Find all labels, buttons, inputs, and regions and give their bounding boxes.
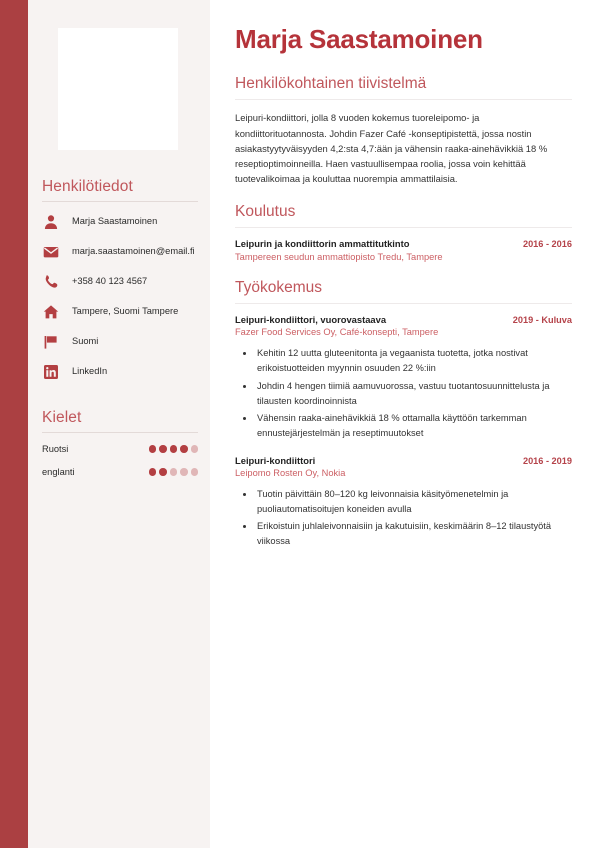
rating-dot — [170, 468, 178, 476]
personal-info-heading: Henkilötiedot — [42, 178, 133, 195]
rating-dot — [159, 445, 167, 453]
home-icon — [42, 303, 60, 321]
experience-entry-bullets — [235, 487, 572, 549]
contact-nationality-value: Suomi — [72, 336, 99, 347]
experience-entry-title: Leipuri-kondiittori, vuorovastaava — [235, 313, 387, 325]
summary-divider — [235, 99, 572, 100]
bullet-item: • Vähensin raaka-ainehävikkiä 18 % ottamalla käyttöön tarkemman ennustejärjestelmän ja reseptimuutokset — [255, 411, 572, 440]
summary-text: Leipuri-kondiittori, jolla 8 vuoden kokemus tuoreleipomo- ja kondiittorituotannosta. Johdin Fazer Café -konseptipistettä, jossa nostin asiakastyytyväisyyden 4,2:sta 4,7:ään ja vähensin raaka-ainehävikkiä 18 % reseptioptimoinneilla. Haen vastuullisempaa roolia, jossa voin kehittää tuotevalikoimaa ja kouluttaa nuorempia ammattilaisia. — [235, 112, 548, 185]
language-item — [42, 444, 198, 454]
contact-row-linkedin[interactable] — [42, 363, 198, 381]
experience-entry-header — [235, 455, 572, 466]
rating-dot — [180, 445, 188, 453]
experience-entry-title: Leipuri-kondiittori — [235, 454, 316, 466]
rating-dot — [159, 468, 167, 476]
languages-section — [38, 409, 198, 477]
experience-entry-employer: Leipomo Rosten Oy, Nokia — [235, 468, 346, 479]
experience-section — [235, 279, 572, 549]
education-heading: Koulutus — [235, 203, 296, 221]
bullet-item: • Erikoistuin juhlaleivonnaisiin ja kakutuisiin, keskimäärin 8–12 tilaustyötä viikossa — [255, 519, 572, 548]
contact-row-nationality — [42, 333, 198, 351]
phone-icon — [42, 273, 60, 291]
experience-entry — [235, 314, 572, 441]
page-title: Marja Saastamoinen — [235, 24, 483, 54]
linkedin-icon — [42, 363, 60, 381]
summary-heading: Henkilökohtainen tiivistelmä — [235, 75, 427, 93]
rating-dot — [170, 445, 178, 453]
personal-info-divider — [42, 201, 198, 202]
contact-email-value: marja.saastamoinen@email.fi — [72, 246, 195, 257]
education-divider — [235, 227, 572, 228]
personal-info-section — [38, 178, 198, 381]
left-accent-bar — [0, 0, 28, 848]
contact-row-email[interactable] — [42, 243, 198, 261]
education-entry-title: Leipurin ja kondiittorin ammattitutkinto — [235, 238, 410, 250]
education-section — [235, 203, 572, 262]
languages-divider — [42, 432, 198, 433]
person-icon — [42, 213, 60, 231]
language-item — [42, 467, 198, 477]
experience-divider — [235, 303, 572, 304]
flag-icon — [42, 333, 60, 351]
experience-entry-date: 2016 - 2019 — [522, 455, 572, 466]
bullet-item: • Tuotin päivittäin 80–120 kg leivonnaisia käsityömenetelmin ja puoliautomatisoitujen koneiden avulla — [255, 487, 572, 516]
experience-entry-header — [235, 314, 572, 325]
sidebar — [28, 0, 210, 848]
language-name: Ruotsi — [42, 444, 69, 454]
rating-dot — [149, 445, 157, 453]
summary-section — [235, 75, 572, 186]
contact-name-value: Marja Saastamoinen — [72, 216, 158, 227]
rating-dot — [180, 468, 188, 476]
rating-dot — [191, 445, 199, 453]
experience-entry-date: 2019 - Kuluva — [512, 314, 572, 325]
bullet-item: • Johdin 4 hengen tiimiä aamuvuorossa, vastuu tuotantosuunnittelusta ja tilausten koordinoinnista — [255, 379, 572, 408]
language-name: englanti — [42, 467, 75, 477]
contact-row-name — [42, 213, 198, 231]
contact-linkedin-value: LinkedIn — [72, 366, 108, 377]
contact-phone-value: +358 40 123 4567 — [72, 276, 148, 287]
experience-entry-bullets — [235, 346, 572, 440]
envelope-icon — [42, 243, 60, 261]
language-rating-dots — [149, 445, 199, 453]
contact-row-phone[interactable] — [42, 273, 198, 291]
experience-heading: Työkokemus — [235, 278, 323, 296]
language-rating-dots — [149, 468, 199, 476]
education-entry-date: 2016 - 2016 — [522, 239, 572, 250]
education-entry-header — [235, 238, 572, 249]
rating-dot — [191, 468, 199, 476]
rating-dot — [149, 468, 157, 476]
profile-photo-placeholder[interactable] — [58, 28, 178, 150]
bullet-item: • Kehitin 12 uutta gluteenitonta ja vegaanista tuotetta, jotka nostivat erikoistuotteiden myynnin osuuden 22 %:iin — [255, 346, 572, 375]
experience-entry — [235, 455, 572, 549]
languages-heading: Kielet — [42, 409, 82, 426]
main-content — [210, 0, 600, 848]
education-entry-institution: Tampereen seudun ammattiopisto Tredu, Tampere — [235, 251, 443, 262]
experience-entry-employer: Fazer Food Services Oy, Café-konsepti, Tampere — [235, 327, 439, 338]
contact-row-address — [42, 303, 198, 321]
education-entry — [235, 238, 572, 262]
contact-address-value: Tampere, Suomi Tampere — [72, 306, 179, 317]
